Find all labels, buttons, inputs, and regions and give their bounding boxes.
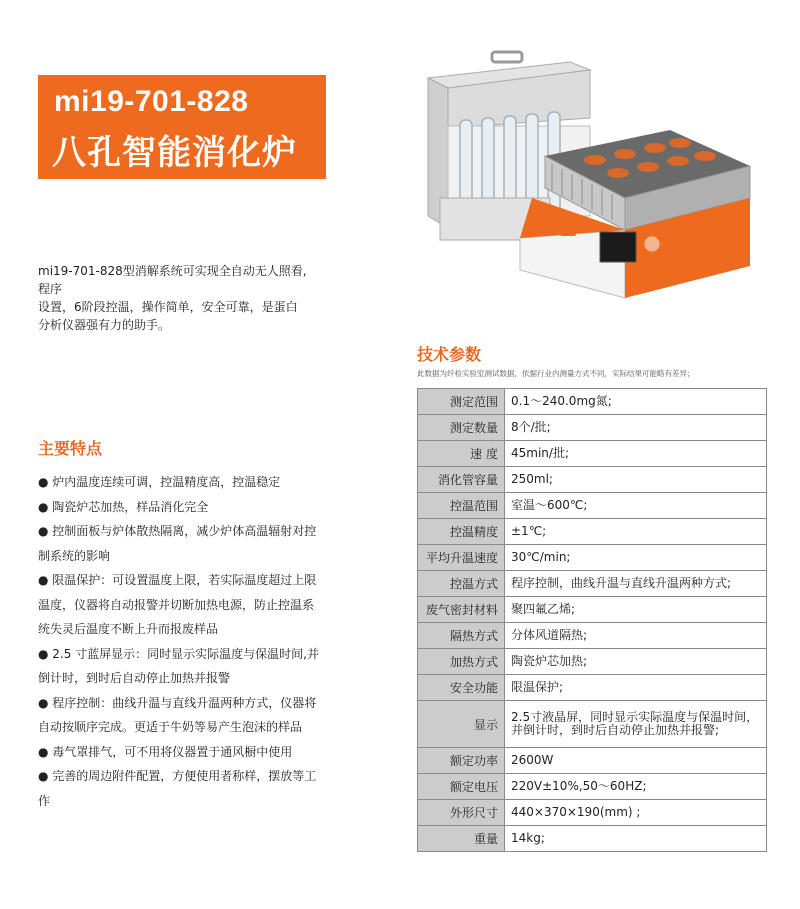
spec-key: 加热方式	[418, 649, 505, 675]
spec-key: 消化管容量	[418, 467, 505, 493]
spec-key: 控温方式	[418, 571, 505, 597]
table-row	[418, 389, 767, 415]
intro-line: 程序	[38, 282, 63, 296]
feature-item: ● 2.5 寸蓝屏显示：同时显示实际温度与保温时间,并倒计时，到时后自动停止加热并报警	[38, 646, 319, 685]
spec-key: 速 度	[418, 441, 505, 467]
spec-value: 45min/批;	[505, 441, 767, 467]
table-row	[418, 826, 767, 852]
spec-key: 平均升温速度	[418, 545, 505, 571]
table-row	[418, 800, 767, 826]
product-intro	[38, 262, 328, 334]
table-row	[418, 597, 767, 623]
spec-value: 聚四氟乙烯;	[505, 597, 767, 623]
feature-item: ● 程序控制：曲线升温与直线升温两种方式，仪器将自动按顺序完成。更适于牛奶等易产生泡沫的样品	[38, 695, 317, 734]
feature-item: ● 陶瓷炉芯加热，样品消化完全	[38, 499, 209, 514]
spec-value: 8个/批;	[505, 415, 767, 441]
specs-heading: 技术参数	[417, 345, 482, 364]
table-row	[418, 415, 767, 441]
spec-value: 2.5寸液晶屏，同时显示实际温度与保温时间，并倒计时，到时后自动停止加热并报警;	[505, 701, 767, 748]
feature-item: ● 控制面板与炉体散热隔离，减少炉体高温辐射对控制系统的影响	[38, 524, 317, 563]
feature-item: ● 限温保护：可设置温度上限，若实际温度超过上限温度，仪器将自动报警并切断加热电源，防止控温系统失灵后温度不断上升而报废样品	[38, 573, 317, 636]
spec-key: 重量	[418, 826, 505, 852]
table-row	[418, 748, 767, 774]
table-row	[418, 571, 767, 597]
feature-item: ● 炉内温度连续可调，控温精度高，控温稳定	[38, 475, 281, 489]
table-row	[418, 774, 767, 800]
spec-value: 限温保护;	[505, 675, 767, 701]
spec-value: 250ml;	[505, 467, 767, 493]
intro-line: mi19-701-828型消解系统可实现全自动无人照看,	[38, 264, 307, 278]
spec-value: 220V±10%,50～60HZ;	[505, 774, 767, 800]
table-row	[418, 623, 767, 649]
spec-key: 测定范围	[418, 389, 505, 415]
spec-value: 程序控制，曲线升温与直线升温两种方式;	[505, 571, 767, 597]
specs-note: 此数据为纤检实验室测试数据，依据行业内测量方式不同，实际结果可能略有差异；	[417, 369, 695, 378]
product-image	[420, 48, 760, 310]
table-row	[418, 493, 767, 519]
table-row	[418, 701, 767, 748]
spec-value: 室温～600℃;	[505, 493, 767, 519]
title-banner	[38, 75, 326, 179]
spec-value: ±1℃;	[505, 519, 767, 545]
feature-item: ● 毒气罩排气，可不用将仪器置于通风橱中使用	[38, 744, 293, 759]
spec-key: 额定功率	[418, 748, 505, 774]
specs-table	[417, 388, 767, 852]
spec-key: 安全功能	[418, 675, 505, 701]
product-model: mi19-701-828	[54, 85, 249, 118]
spec-value: 440×370×190(mm) ;	[505, 800, 767, 826]
spec-key: 显示	[418, 701, 505, 748]
spec-value: 0.1～240.0mg氮;	[505, 389, 767, 415]
spec-key: 额定电压	[418, 774, 505, 800]
table-row	[418, 519, 767, 545]
spec-key: 外形尺寸	[418, 800, 505, 826]
spec-key: 控温范围	[418, 493, 505, 519]
features-heading: 主要特点	[38, 439, 103, 458]
table-row	[418, 467, 767, 493]
spec-value: 陶瓷炉芯加热;	[505, 649, 767, 675]
table-row	[418, 441, 767, 467]
spec-value: 30℃/min;	[505, 545, 767, 571]
spec-value: 2600W	[505, 748, 767, 774]
spec-key: 废气密封材料	[418, 597, 505, 623]
intro-line: 设置，6阶段控温，操作简单，安全可靠，是蛋白	[38, 300, 298, 314]
table-row	[418, 675, 767, 701]
spec-value: 14kg;	[505, 826, 767, 852]
table-row	[418, 649, 767, 675]
spec-key: 隔热方式	[418, 623, 505, 649]
intro-line: 分析仪器强有力的助手。	[38, 318, 171, 332]
table-row	[418, 545, 767, 571]
spec-value: 分体风道隔热;	[505, 623, 767, 649]
product-name: 八孔智能消化炉	[52, 133, 297, 173]
feature-item: ● 完善的周边附件配置，方便使用者称样，摆放等工作	[38, 769, 317, 808]
spec-key: 控温精度	[418, 519, 505, 545]
features-list	[38, 470, 324, 813]
spec-key: 测定数量	[418, 415, 505, 441]
